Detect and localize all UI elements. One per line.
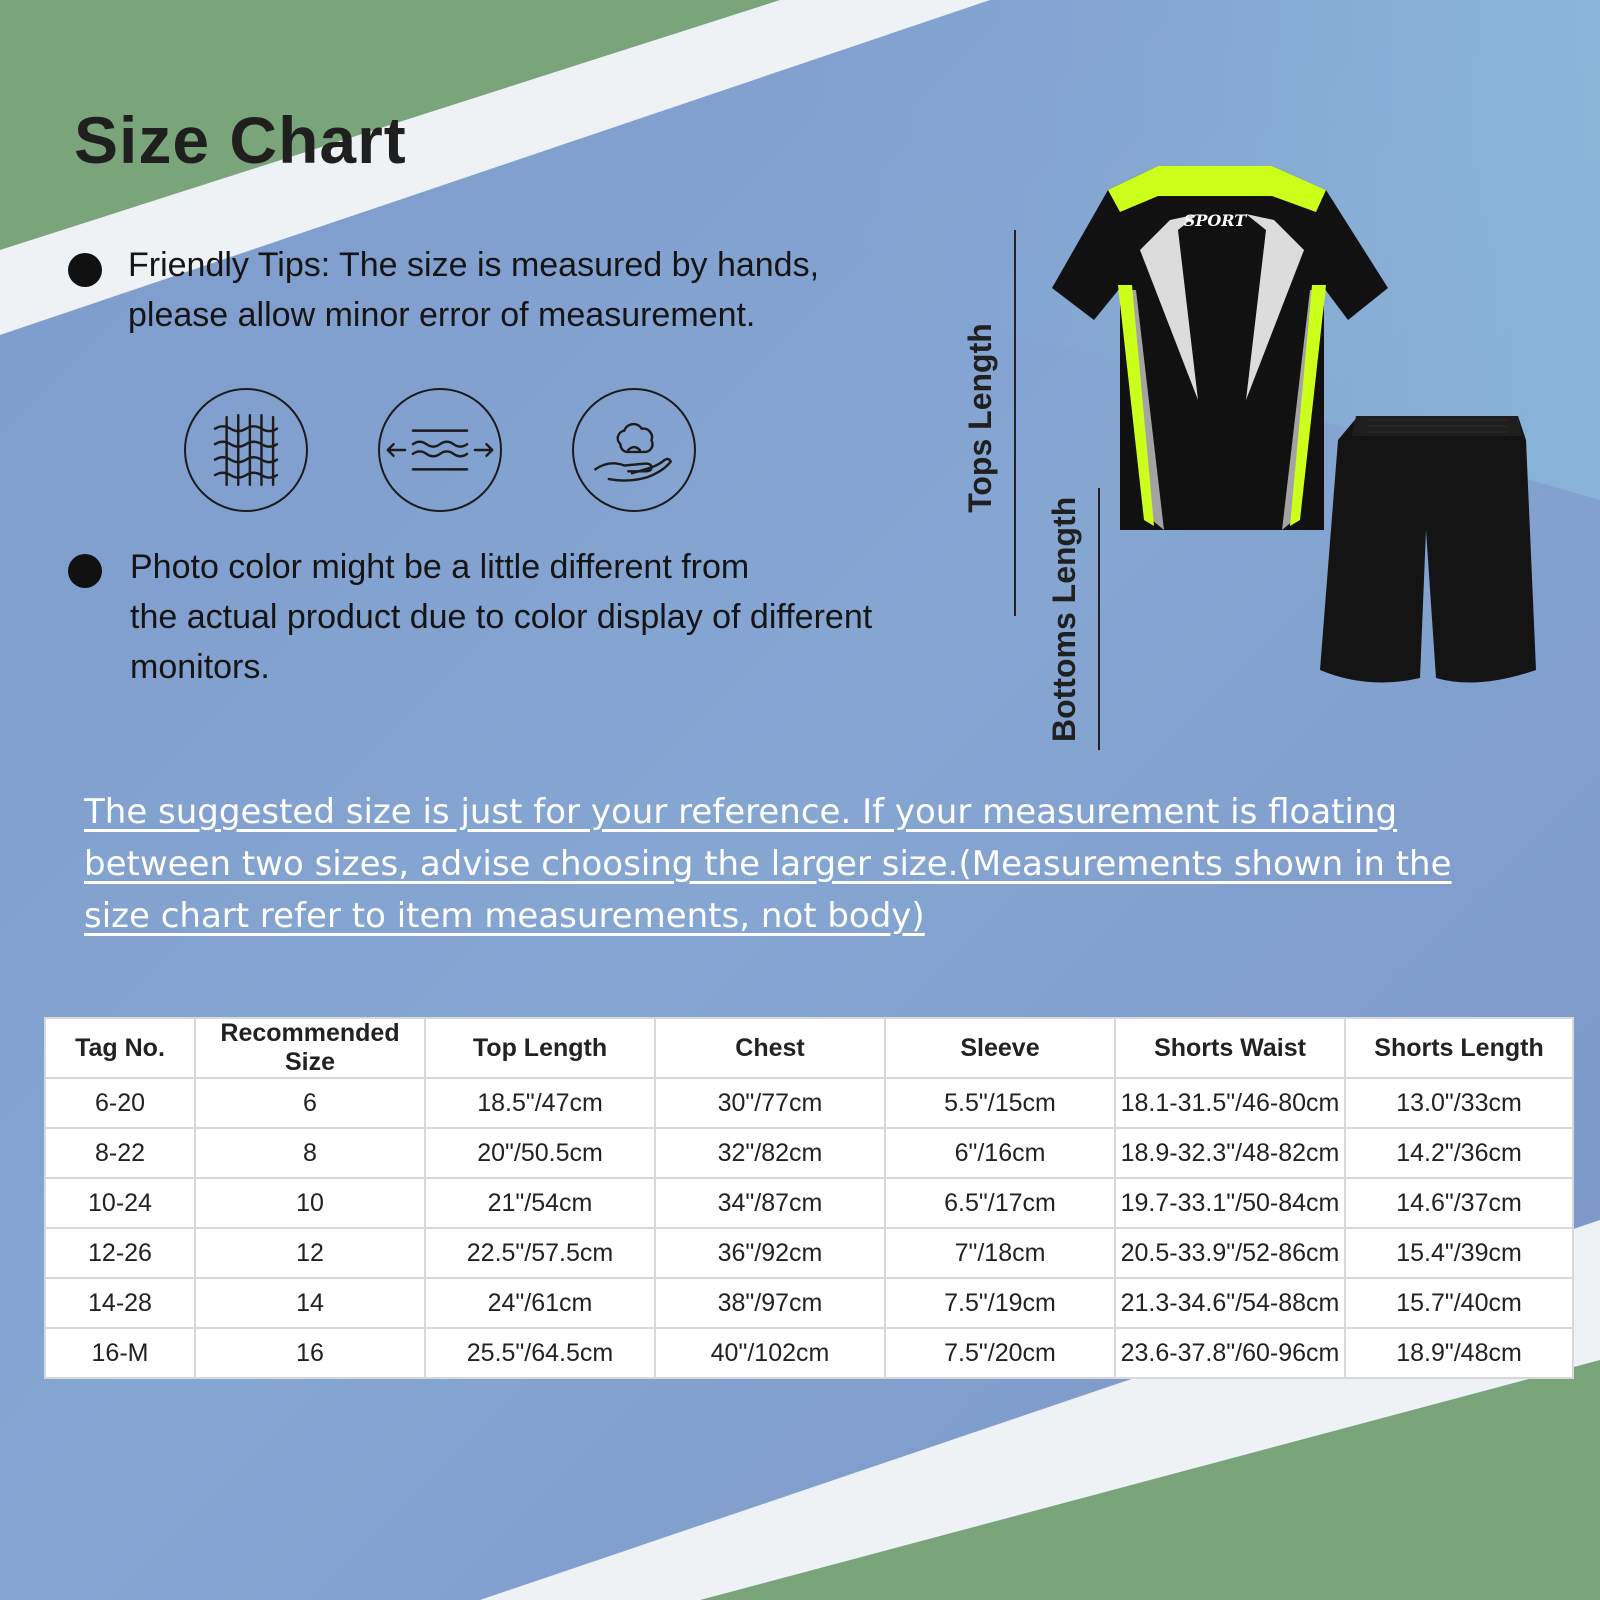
tops-length-label: Tops Length	[962, 323, 998, 513]
tip-line: Friendly Tips: The size is measured by hands,	[128, 246, 820, 284]
table-row	[45, 1328, 1573, 1378]
table-cell: 20"/50.5cm	[425, 1128, 655, 1178]
friendly-tip	[128, 240, 948, 340]
header-shorts-waist: Shorts Waist	[1115, 1018, 1345, 1078]
table-row	[45, 1078, 1573, 1128]
header-top-length: Top Length	[425, 1018, 655, 1078]
shirt-logo-text: SPORT	[1183, 211, 1247, 230]
table-cell: 15.4"/39cm	[1345, 1228, 1573, 1278]
table-cell: 12-26	[45, 1228, 195, 1278]
table-cell: 18.9"/48cm	[1345, 1328, 1573, 1378]
size-notice: The suggested size is just for your reference. If your measurement is floating between two sizes, advise choosing the larger size.(Measurements shown in the size chart refer to item measurements, not body)	[84, 792, 1452, 936]
table-cell: 6.5"/17cm	[885, 1178, 1115, 1228]
table-row	[45, 1178, 1573, 1228]
table-cell: 36"/92cm	[655, 1228, 885, 1278]
bottoms-length-label: Bottoms Length	[1046, 496, 1082, 742]
page-title: Size Chart	[74, 103, 407, 177]
table-cell: 40"/102cm	[655, 1328, 885, 1378]
table-cell: 10-24	[45, 1178, 195, 1228]
table-cell: 18.9-32.3"/48-82cm	[1115, 1128, 1345, 1178]
table-cell: 6-20	[45, 1078, 195, 1128]
size-table	[44, 1017, 1574, 1379]
table-cell: 14	[195, 1278, 425, 1328]
table-cell: 32"/82cm	[655, 1128, 885, 1178]
header-recommended-size: Recommended Size	[195, 1018, 425, 1078]
table-cell: 7.5"/19cm	[885, 1278, 1115, 1328]
table-cell: 21.3-34.6"/54-88cm	[1115, 1278, 1345, 1328]
table-cell: 30"/77cm	[655, 1078, 885, 1128]
table-cell: 7.5"/20cm	[885, 1328, 1115, 1378]
tip-line: monitors.	[130, 648, 270, 686]
table-cell: 38"/97cm	[655, 1278, 885, 1328]
table-cell: 20.5-33.9"/52-86cm	[1115, 1228, 1345, 1278]
soft-cotton-icon	[572, 388, 696, 512]
tip-line: please allow minor error of measurement.	[128, 296, 756, 334]
table-cell: 16-M	[45, 1328, 195, 1378]
header-sleeve: Sleeve	[885, 1018, 1115, 1078]
bullet-icon	[68, 554, 102, 588]
table-row	[45, 1228, 1573, 1278]
sport-shorts-illustration	[1318, 410, 1538, 690]
table-cell: 14.6"/37cm	[1345, 1178, 1573, 1228]
table-cell: 22.5"/57.5cm	[425, 1228, 655, 1278]
table-cell: 23.6-37.8"/60-96cm	[1115, 1328, 1345, 1378]
table-cell: 13.0"/33cm	[1345, 1078, 1573, 1128]
table-cell: 8-22	[45, 1128, 195, 1178]
table-cell: 6	[195, 1078, 425, 1128]
table-header-row	[45, 1018, 1573, 1078]
tip-line: Photo color might be a little different from	[130, 548, 750, 586]
table-cell: 18.1-31.5"/46-80cm	[1115, 1078, 1345, 1128]
table-cell: 18.5"/47cm	[425, 1078, 655, 1128]
table-cell: 10	[195, 1178, 425, 1228]
stretch-fabric-icon	[378, 388, 502, 512]
tip-line: the actual product due to color display of different	[130, 598, 873, 636]
color-tip	[130, 542, 950, 692]
table-row	[45, 1128, 1573, 1178]
table-cell: 19.7-33.1"/50-84cm	[1115, 1178, 1345, 1228]
table-cell: 12	[195, 1228, 425, 1278]
header-shorts-length: Shorts Length	[1345, 1018, 1573, 1078]
table-cell: 7"/18cm	[885, 1228, 1115, 1278]
table-cell: 24"/61cm	[425, 1278, 655, 1328]
table-row	[45, 1278, 1573, 1328]
table-cell: 15.7"/40cm	[1345, 1278, 1573, 1328]
table-cell: 8	[195, 1128, 425, 1178]
breathable-mesh-icon	[184, 388, 308, 512]
table-cell: 34"/87cm	[655, 1178, 885, 1228]
table-cell: 5.5"/15cm	[885, 1078, 1115, 1128]
table-cell: 25.5"/64.5cm	[425, 1328, 655, 1378]
table-cell: 21"/54cm	[425, 1178, 655, 1228]
table-cell: 6"/16cm	[885, 1128, 1115, 1178]
table-cell: 14-28	[45, 1278, 195, 1328]
header-chest: Chest	[655, 1018, 885, 1078]
table-cell: 14.2"/36cm	[1345, 1128, 1573, 1178]
header-tag-no: Tag No.	[45, 1018, 195, 1078]
bullet-icon	[68, 253, 102, 287]
table-cell: 16	[195, 1328, 425, 1378]
